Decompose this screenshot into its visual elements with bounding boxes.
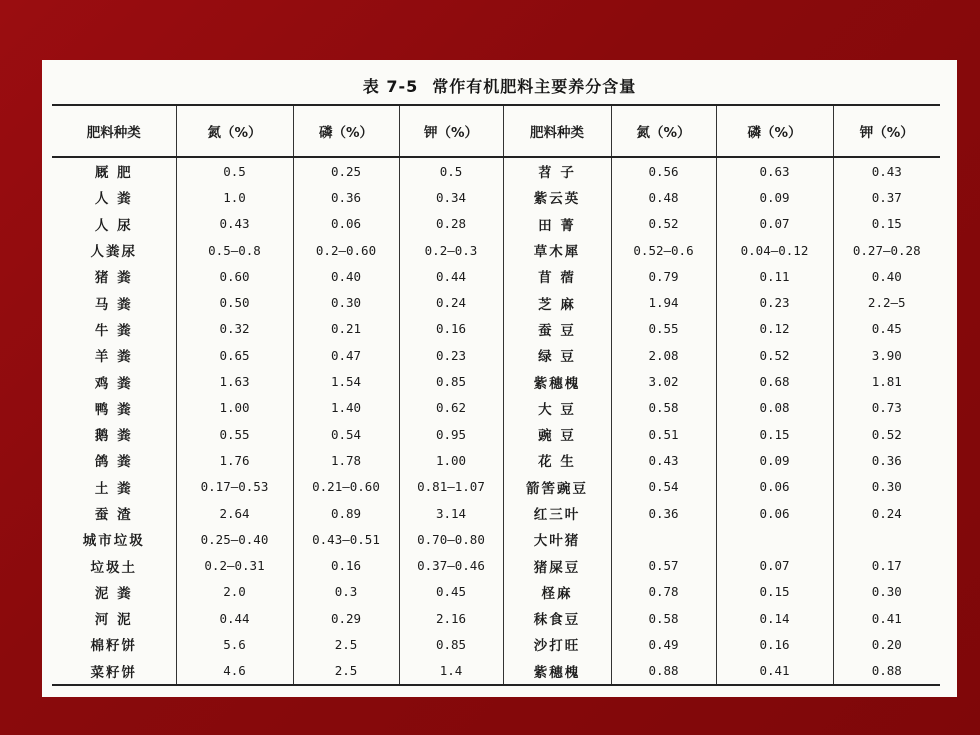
potassium-value-cell: 0.23 <box>399 342 503 368</box>
nitrogen-value-cell: 0.5 <box>176 157 293 184</box>
phosphorus-value-cell: 0.3 <box>293 579 399 605</box>
potassium-value-cell: 0.20 <box>833 631 940 657</box>
phosphorus-value-cell: 0.04—0.12 <box>716 237 833 263</box>
fertilizer-name-cell: 苕 子 <box>503 157 611 184</box>
potassium-value-cell: 0.73 <box>833 395 940 421</box>
table-row <box>52 579 940 605</box>
fertilizer-name-cell: 苜 蓿 <box>503 263 611 289</box>
fertilizer-name-cell: 红三叶 <box>503 500 611 526</box>
potassium-value-cell: 0.85 <box>399 631 503 657</box>
nitrogen-value-cell: 1.0 <box>176 184 293 210</box>
table-row <box>52 289 940 315</box>
phosphorus-value-cell: 0.25 <box>293 157 399 184</box>
fertilizer-name-cell: 紫穗槐 <box>503 368 611 394</box>
phosphorus-value-cell <box>716 526 833 552</box>
nitrogen-value-cell: 1.63 <box>176 368 293 394</box>
phosphorus-value-cell: 0.29 <box>293 605 399 631</box>
potassium-value-cell: 3.90 <box>833 342 940 368</box>
phosphorus-value-cell: 0.21 <box>293 316 399 342</box>
phosphorus-value-cell: 0.11 <box>716 263 833 289</box>
nitrogen-value-cell: 0.54 <box>611 474 716 500</box>
phosphorus-value-cell: 2.5 <box>293 631 399 657</box>
nitrogen-value-cell: 4.6 <box>176 658 293 685</box>
nitrogen-value-cell: 0.52—0.6 <box>611 237 716 263</box>
nitrogen-value-cell <box>611 526 716 552</box>
potassium-value-cell: 2.16 <box>399 605 503 631</box>
fertilizer-name-cell: 鸽 粪 <box>94 454 133 471</box>
potassium-value-cell: 0.88 <box>833 658 940 685</box>
nitrogen-value-cell: 1.00 <box>176 395 293 421</box>
fertilizer-name-cell: 蚕 渣 <box>94 507 133 523</box>
potassium-value-cell: 0.27—0.28 <box>833 237 940 263</box>
nitrogen-value-cell: 0.32 <box>176 316 293 342</box>
potassium-value-cell: 0.2—0.3 <box>399 237 503 263</box>
fertilizer-name-cell: 绿 豆 <box>503 342 611 368</box>
phosphorus-value-cell: 1.40 <box>293 395 399 421</box>
potassium-value-cell: 0.43 <box>833 157 940 184</box>
nitrogen-value-cell: 2.08 <box>611 342 716 368</box>
phosphorus-value-cell: 0.06 <box>293 211 399 237</box>
phosphorus-value-cell: 0.09 <box>716 447 833 473</box>
fertilizer-name-cell: 人粪尿 <box>90 244 137 261</box>
potassium-value-cell: 0.36 <box>833 447 940 473</box>
table-row <box>52 447 940 473</box>
phosphorus-value-cell: 0.12 <box>716 316 833 342</box>
fertilizer-name-cell: 田 菁 <box>503 211 611 237</box>
nitrogen-value-cell: 3.02 <box>611 368 716 394</box>
table-title: 常作有机肥料主要养分含量 <box>432 77 637 96</box>
fertilizer-name-cell: 芝 麻 <box>503 289 611 315</box>
header-fertilizer-type: 肥料种类 <box>52 105 176 157</box>
nitrogen-value-cell: 0.5—0.8 <box>176 237 293 263</box>
header-potassium-2: 钾（%） <box>833 105 940 157</box>
phosphorus-value-cell: 0.2—0.60 <box>293 237 399 263</box>
fertilizer-name-cell: 大 豆 <box>503 395 611 421</box>
phosphorus-value-cell: 0.23 <box>716 289 833 315</box>
table-body <box>52 157 940 685</box>
phosphorus-value-cell: 0.30 <box>293 289 399 315</box>
potassium-value-cell: 3.14 <box>399 500 503 526</box>
table-row <box>52 395 940 421</box>
fertilizer-name-cell: 鸡 粪 <box>94 375 133 392</box>
phosphorus-value-cell: 0.16 <box>293 552 399 578</box>
table-row <box>52 552 940 578</box>
header-fertilizer-type-2: 肥料种类 <box>503 105 611 157</box>
phosphorus-value-cell: 0.14 <box>716 605 833 631</box>
nitrogen-value-cell: 1.76 <box>176 447 293 473</box>
phosphorus-value-cell: 0.07 <box>716 211 833 237</box>
nitrogen-value-cell: 2.64 <box>176 500 293 526</box>
potassium-value-cell: 0.44 <box>399 263 503 289</box>
potassium-value-cell: 1.4 <box>399 658 503 685</box>
potassium-value-cell: 0.28 <box>399 211 503 237</box>
scanned-table-page <box>42 60 957 697</box>
phosphorus-value-cell: 0.63 <box>716 157 833 184</box>
table-row <box>52 184 940 210</box>
fertilizer-name-cell: 河 泥 <box>94 612 133 629</box>
potassium-value-cell: 0.70—0.80 <box>399 526 503 552</box>
nitrogen-value-cell: 2.0 <box>176 579 293 605</box>
potassium-value-cell: 0.30 <box>833 579 940 605</box>
fertilizer-nutrient-table <box>52 104 940 686</box>
nitrogen-value-cell: 0.50 <box>176 289 293 315</box>
potassium-value-cell: 1.00 <box>399 447 503 473</box>
phosphorus-value-cell: 0.08 <box>716 395 833 421</box>
nitrogen-value-cell: 0.58 <box>611 605 716 631</box>
potassium-value-cell: 2.2—5 <box>833 289 940 315</box>
nitrogen-value-cell: 1.94 <box>611 289 716 315</box>
phosphorus-value-cell: 1.54 <box>293 368 399 394</box>
phosphorus-value-cell: 2.5 <box>293 658 399 685</box>
fertilizer-name-cell: 泥 粪 <box>94 585 133 602</box>
nitrogen-value-cell: 0.65 <box>176 342 293 368</box>
nitrogen-value-cell: 0.43 <box>611 447 716 473</box>
fertilizer-name-cell: 羊 粪 <box>94 349 133 366</box>
nitrogen-value-cell: 0.25—0.40 <box>176 526 293 552</box>
fertilizer-name-cell: 人 粪 <box>94 191 133 208</box>
nitrogen-value-cell: 0.48 <box>611 184 716 210</box>
fertilizer-name-cell: 鸭 粪 <box>94 401 133 418</box>
potassium-value-cell: 0.37—0.46 <box>399 552 503 578</box>
header-nitrogen-2: 氮（%） <box>611 105 716 157</box>
phosphorus-value-cell: 0.43—0.51 <box>293 526 399 552</box>
phosphorus-value-cell: 0.09 <box>716 184 833 210</box>
fertilizer-name-cell: 猪 粪 <box>94 270 133 287</box>
phosphorus-value-cell: 0.40 <box>293 263 399 289</box>
phosphorus-value-cell: 0.06 <box>716 500 833 526</box>
potassium-value-cell: 0.5 <box>399 157 503 184</box>
potassium-value-cell: 0.41 <box>833 605 940 631</box>
potassium-value-cell: 0.62 <box>399 395 503 421</box>
table-row <box>52 421 940 447</box>
potassium-value-cell: 0.17 <box>833 552 940 578</box>
fertilizer-name-cell: 柽麻 <box>503 579 611 605</box>
phosphorus-value-cell: 0.68 <box>716 368 833 394</box>
potassium-value-cell: 0.37 <box>833 184 940 210</box>
phosphorus-value-cell: 0.21—0.60 <box>293 474 399 500</box>
potassium-value-cell: 0.45 <box>399 579 503 605</box>
potassium-value-cell: 0.95 <box>399 421 503 447</box>
potassium-value-cell: 0.24 <box>833 500 940 526</box>
phosphorus-value-cell: 1.78 <box>293 447 399 473</box>
table-row <box>52 263 940 289</box>
phosphorus-value-cell: 0.15 <box>716 421 833 447</box>
table-number: 表 7-5 <box>362 77 419 96</box>
fertilizer-name-cell: 人 尿 <box>94 217 133 234</box>
table-row <box>52 526 940 552</box>
potassium-value-cell: 0.45 <box>833 316 940 342</box>
table-row <box>52 658 940 685</box>
phosphorus-value-cell: 0.16 <box>716 631 833 657</box>
header-potassium: 钾（%） <box>399 105 503 157</box>
table-row <box>52 631 940 657</box>
nitrogen-value-cell: 0.79 <box>611 263 716 289</box>
fertilizer-name-cell: 垃圾土 <box>90 559 137 576</box>
phosphorus-value-cell: 0.54 <box>293 421 399 447</box>
potassium-value-cell <box>833 526 940 552</box>
fertilizer-name-cell: 紫穗槐 <box>503 658 611 685</box>
table-row <box>52 605 940 631</box>
table-row <box>52 211 940 237</box>
nitrogen-value-cell: 0.88 <box>611 658 716 685</box>
phosphorus-value-cell: 0.41 <box>716 658 833 685</box>
fertilizer-name-cell: 蚕 豆 <box>503 316 611 342</box>
fertilizer-name-cell: 牛 粪 <box>94 322 133 339</box>
header-phosphorus: 磷（%） <box>293 105 399 157</box>
fertilizer-name-cell: 鹅 粪 <box>94 428 133 445</box>
nitrogen-value-cell: 0.55 <box>611 316 716 342</box>
fertilizer-name-cell: 箭筈豌豆 <box>503 474 611 500</box>
potassium-value-cell: 0.34 <box>399 184 503 210</box>
fertilizer-name-cell: 沙打旺 <box>503 631 611 657</box>
table-row <box>52 316 940 342</box>
fertilizer-name-cell: 马 粪 <box>94 296 133 313</box>
fertilizer-name-cell: 菜籽饼 <box>52 658 176 685</box>
potassium-value-cell: 0.30 <box>833 474 940 500</box>
phosphorus-value-cell: 0.52 <box>716 342 833 368</box>
fertilizer-name-cell: 厩 肥 <box>94 165 133 182</box>
nitrogen-value-cell: 0.56 <box>611 157 716 184</box>
fertilizer-name-cell: 草木犀 <box>503 237 611 263</box>
table-row <box>52 474 940 500</box>
nitrogen-value-cell: 0.2—0.31 <box>176 552 293 578</box>
header-phosphorus-2: 磷（%） <box>716 105 833 157</box>
fertilizer-name-cell: 大叶猪 <box>503 526 611 552</box>
potassium-value-cell: 0.81—1.07 <box>399 474 503 500</box>
table-row <box>52 500 940 526</box>
table-row <box>52 342 940 368</box>
table-row <box>52 237 940 263</box>
nitrogen-value-cell: 0.78 <box>611 579 716 605</box>
nitrogen-value-cell: 5.6 <box>176 631 293 657</box>
fertilizer-name-cell: 土 粪 <box>94 480 133 497</box>
nitrogen-value-cell: 0.52 <box>611 211 716 237</box>
fertilizer-name-cell: 花 生 <box>503 447 611 473</box>
nitrogen-value-cell: 0.57 <box>611 552 716 578</box>
header-row <box>52 105 940 157</box>
nitrogen-value-cell: 0.17—0.53 <box>176 474 293 500</box>
nitrogen-value-cell: 0.60 <box>176 263 293 289</box>
phosphorus-value-cell: 0.07 <box>716 552 833 578</box>
phosphorus-value-cell: 0.15 <box>716 579 833 605</box>
fertilizer-name-cell: 秣食豆 <box>503 605 611 631</box>
nitrogen-value-cell: 0.55 <box>176 421 293 447</box>
potassium-value-cell: 0.24 <box>399 289 503 315</box>
fertilizer-name-cell: 棉籽饼 <box>90 638 137 655</box>
header-nitrogen: 氮（%） <box>176 105 293 157</box>
nitrogen-value-cell: 0.36 <box>611 500 716 526</box>
potassium-value-cell: 0.40 <box>833 263 940 289</box>
nitrogen-value-cell: 0.51 <box>611 421 716 447</box>
phosphorus-value-cell: 0.89 <box>293 500 399 526</box>
table-row <box>52 157 940 184</box>
potassium-value-cell: 1.81 <box>833 368 940 394</box>
nitrogen-value-cell: 0.58 <box>611 395 716 421</box>
potassium-value-cell: 0.52 <box>833 421 940 447</box>
phosphorus-value-cell: 0.47 <box>293 342 399 368</box>
phosphorus-value-cell: 0.06 <box>716 474 833 500</box>
table-caption <box>42 74 957 97</box>
potassium-value-cell: 0.16 <box>399 316 503 342</box>
fertilizer-name-cell: 紫云英 <box>503 184 611 210</box>
nitrogen-value-cell: 0.43 <box>176 211 293 237</box>
nitrogen-value-cell: 0.49 <box>611 631 716 657</box>
potassium-value-cell: 0.15 <box>833 211 940 237</box>
fertilizer-name-cell: 猪屎豆 <box>503 552 611 578</box>
fertilizer-name-cell: 城市垃圾 <box>82 533 145 550</box>
fertilizer-name-cell: 豌 豆 <box>503 421 611 447</box>
phosphorus-value-cell: 0.36 <box>293 184 399 210</box>
table-row <box>52 368 940 394</box>
potassium-value-cell: 0.85 <box>399 368 503 394</box>
nitrogen-value-cell: 0.44 <box>176 605 293 631</box>
